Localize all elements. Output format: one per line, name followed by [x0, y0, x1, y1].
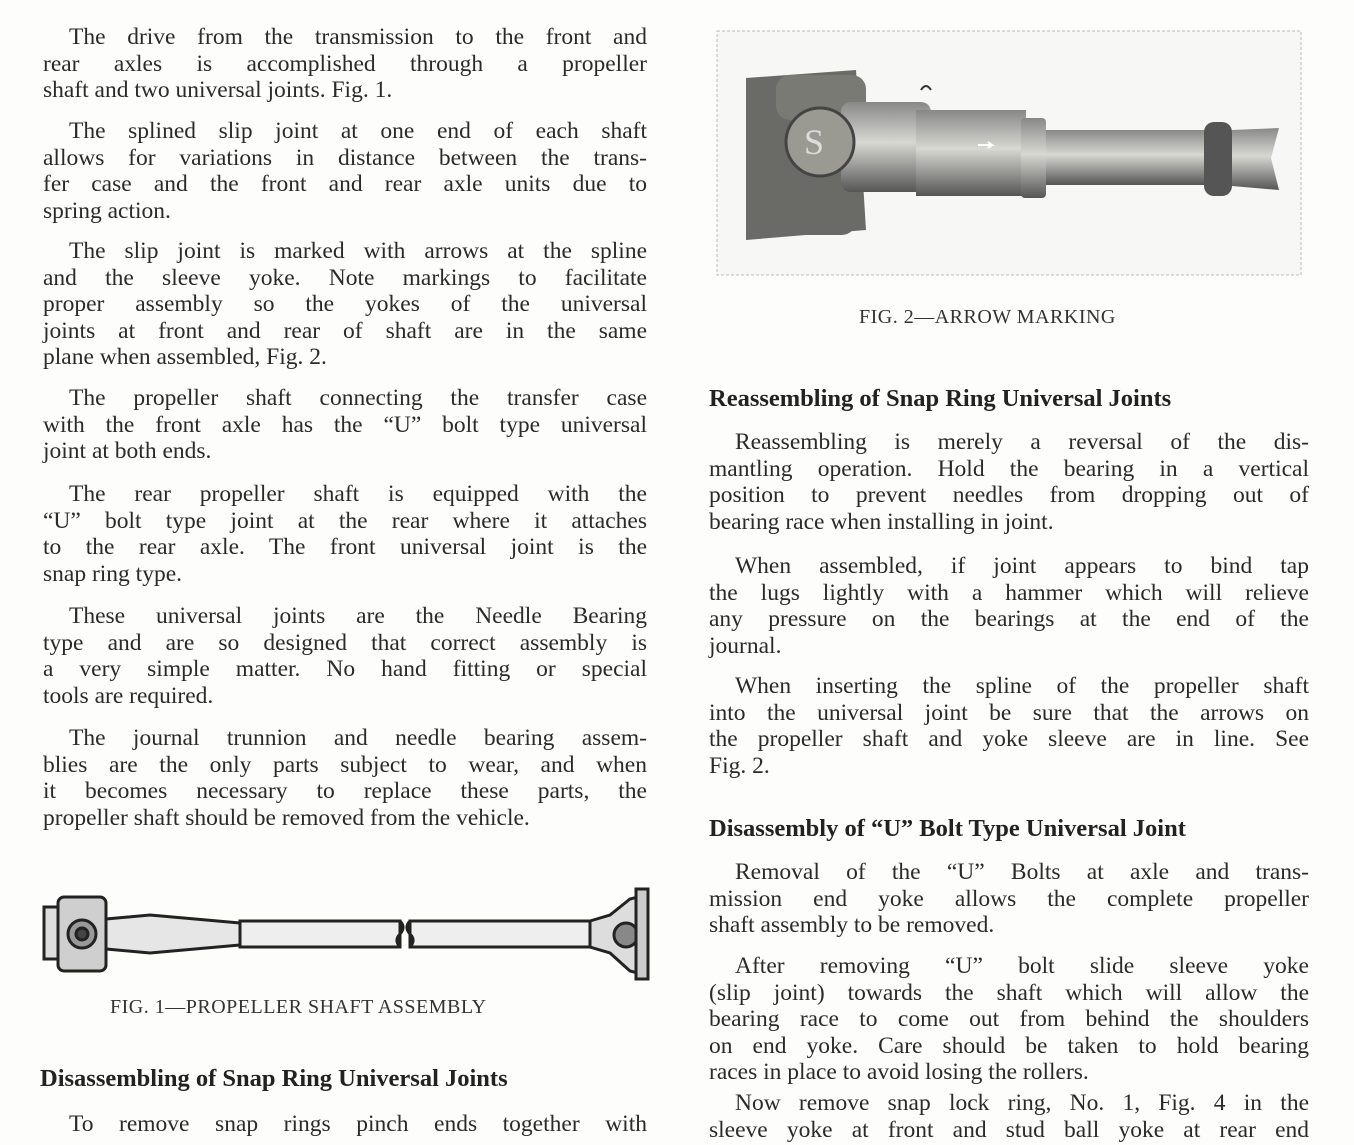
paragraph: [43, 725, 647, 831]
text-line: with the front axle has the “U” bolt type universal: [43, 411, 647, 438]
text-line: When inserting the spline of the propeller shaft: [735, 673, 1309, 699]
text-line: Reassembling is merely a reversal of the dis-: [735, 429, 1309, 455]
text-line: The journal trunnion and needle bearing assem-: [69, 725, 647, 751]
text-line: Removal of the “U” Bolts at axle and trans-: [735, 859, 1309, 885]
text-line: Now remove snap lock ring, No. 1, Fig. 4 in the: [735, 1090, 1309, 1116]
paragraph: [709, 859, 1309, 939]
text-line: blies are the only parts subject to wear, and when: [43, 751, 647, 778]
text-line: The splined slip joint at one end of each shaft: [69, 118, 647, 144]
text-line: races in place to avoid losing the rollers.: [709, 1059, 1089, 1085]
text-line: propeller shaft should be removed from the vehicle.: [43, 804, 530, 831]
text-line: journal.: [709, 632, 782, 659]
fig2-caption: FIG. 2—ARROW MARKING: [859, 306, 1116, 328]
text-line: mantling operation. Hold the bearing in a vertical: [709, 455, 1309, 482]
paragraph: [709, 553, 1309, 659]
paragraph: [43, 603, 647, 709]
paragraph: [43, 238, 647, 371]
text-line: bearing race to come out from behind the shoulders: [709, 1006, 1309, 1032]
fig1-caption: FIG. 1—PROPELLER SHAFT ASSEMBLY: [110, 996, 487, 1018]
text-line: to the rear axle. The front universal joint is the: [43, 534, 647, 560]
text-line: position to prevent needles from dropping out of: [709, 482, 1309, 508]
text-line: The drive from the transmission to the front and: [69, 24, 647, 50]
paragraph: [43, 118, 647, 224]
text-line: spring action.: [43, 197, 171, 224]
text-line: on end yoke. Care should be taken to hold bearing: [709, 1032, 1309, 1059]
paragraph: [709, 429, 1309, 535]
text-line: plane when assembled, Fig. 2.: [43, 344, 327, 370]
text-line: the propeller shaft and yoke sleeve are in line. See: [709, 726, 1309, 752]
text-line: joint at both ends.: [43, 438, 212, 464]
text-line: mission end yoke allows the complete propeller: [709, 885, 1309, 912]
text-line: tools are required.: [43, 682, 214, 709]
text-line: Fig. 2.: [709, 752, 770, 779]
text-line: To remove snap rings pinch ends together with: [69, 1111, 647, 1137]
text-line: any pressure on the bearings at the end of the: [709, 606, 1309, 632]
text-line: a very simple matter. No hand fitting or special: [43, 656, 647, 682]
paragraph: [43, 481, 647, 587]
svg-text:S: S: [804, 122, 825, 162]
text-line: sleeve yoke at front and stud ball yoke at rear end: [709, 1116, 1309, 1143]
text-line: shaft and two universal joints. Fig. 1.: [43, 77, 393, 103]
paragraph: [43, 24, 647, 104]
paragraph: [709, 953, 1309, 1086]
text-line: snap ring type.: [43, 560, 183, 587]
text-line: allows for variations in distance between the trans-: [43, 144, 647, 171]
section-heading: Disassembling of Snap Ring Universal Joints: [40, 1065, 508, 1092]
section-heading: Disassembly of “U” Bolt Type Universal Joint: [709, 815, 1186, 842]
fig2-arrow-marking-photo: [716, 30, 1302, 276]
text-line: bearing race when installing in joint.: [709, 508, 1054, 535]
text-line: type and are so designed that correct assembly is: [43, 629, 647, 656]
text-line: rear axles is accomplished through a propeller: [43, 50, 647, 77]
text-line: The rear propeller shaft is equipped with the: [69, 481, 647, 507]
paragraph: [709, 673, 1309, 779]
text-line: the lugs lightly with a hammer which will relieve: [709, 579, 1309, 606]
text-line: “U” bolt type joint at the rear where it attaches: [43, 507, 647, 534]
text-line: into the universal joint be sure that the arrows on: [709, 699, 1309, 726]
text-line: When assembled, if joint appears to bind tap: [735, 553, 1309, 579]
text-line: After removing “U” bolt slide sleeve yoke: [735, 953, 1309, 979]
text-line: and the sleeve yoke. Note markings to facilitate: [43, 264, 647, 291]
text-line: fer case and the front and rear axle units due to: [43, 171, 647, 197]
fig1-propeller-shaft-illustration: [40, 885, 652, 985]
text-line: The slip joint is marked with arrows at the spline: [69, 238, 647, 264]
paragraph: [709, 1090, 1309, 1143]
text-line: (slip joint) towards the shaft which will allow the: [709, 979, 1309, 1006]
paragraph: [43, 1111, 647, 1138]
text-line: The propeller shaft connecting the transfer case: [69, 385, 647, 411]
text-line: joints at front and rear of shaft are in the same: [43, 317, 647, 344]
section-heading: Reassembling of Snap Ring Universal Joints: [709, 385, 1172, 412]
text-line: proper assembly so the yokes of the universal: [43, 291, 647, 317]
paragraph: [43, 385, 647, 465]
text-line: it becomes necessary to replace these parts, the: [43, 778, 647, 804]
text-line: These universal joints are the Needle Bearing: [69, 603, 647, 629]
text-line: shaft assembly to be removed.: [709, 912, 995, 938]
